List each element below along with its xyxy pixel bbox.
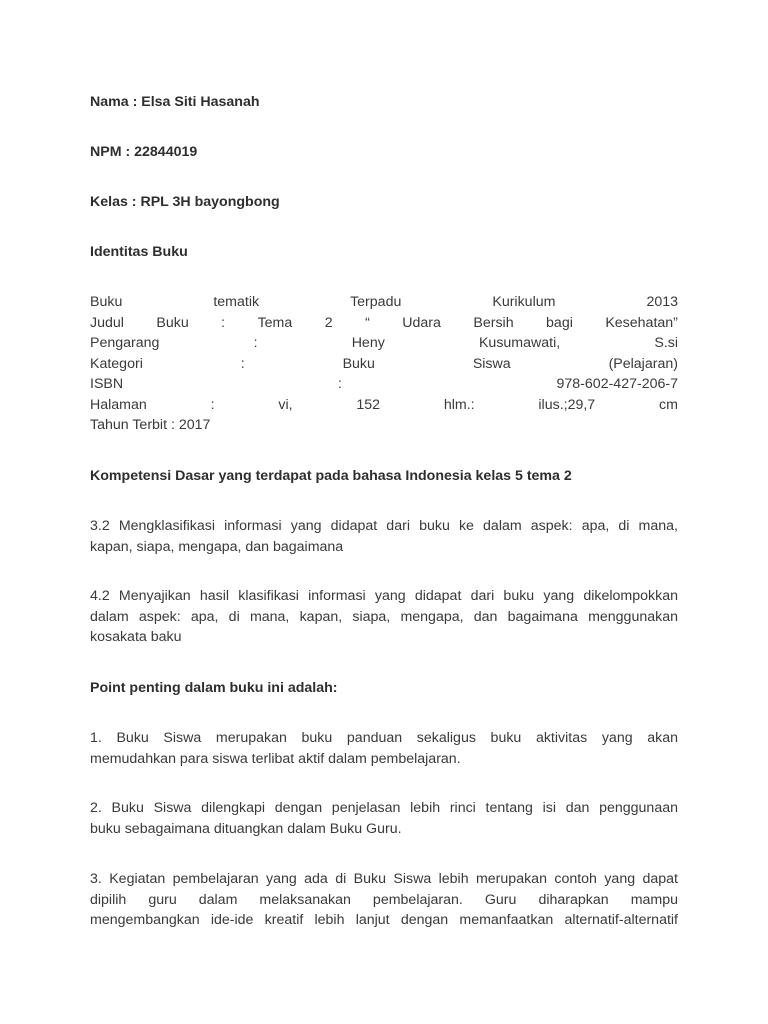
identity-word: Terpadu	[350, 294, 402, 310]
identity-word: S.si	[654, 335, 678, 351]
identity-word: Buku	[342, 356, 375, 372]
identity-word: Udara	[402, 315, 441, 331]
section-heading-point: Point penting dalam buku ini adalah:	[90, 680, 338, 696]
identity-word: Bersih	[473, 315, 514, 331]
point-1-line: 1. Buku Siswa merupakan buku panduan sekaligus buku aktivitas yang akan	[90, 730, 678, 746]
student-npm: NPM : 22844019	[90, 144, 198, 160]
identity-word: Heny	[351, 335, 385, 351]
identity-word: Judul	[90, 315, 124, 331]
identity-word: Tema	[257, 315, 293, 331]
kd-4-2-line: dalam aspek: apa, di mana, kapan, siapa, mengapa, dan bagaimana menggunakan	[90, 609, 678, 625]
point-3-line: mengembangkan ide-ide kreatif lebih lanjut dengan memanfaatkan alternatif-alternatif	[90, 912, 678, 928]
identity-row-pengarang	[90, 333, 678, 353]
section-heading-identitas: Identitas Buku	[90, 244, 188, 260]
identity-word: vi,	[278, 397, 293, 413]
student-name: Nama : Elsa Siti Hasanah	[90, 94, 260, 110]
identity-word: ilus.;29,7	[538, 397, 596, 413]
identity-word: :	[240, 356, 245, 372]
identity-word: 978-602-427-206-7	[556, 376, 678, 392]
identity-word: Buku	[156, 315, 189, 331]
kd-3-2-line: 3.2 Mengklasifikasi informasi yang didapat dari buku ke dalam aspek: apa, di mana,	[90, 518, 678, 534]
identity-word: Kusumawati,	[478, 335, 561, 351]
identity-word: :	[210, 397, 215, 413]
identity-word: Kategori	[90, 356, 143, 372]
identity-word: Siswa	[472, 356, 511, 372]
identity-word: Pengarang	[90, 335, 160, 351]
point-2-line: 2. Buku Siswa dilengkapi dengan penjelasan lebih rinci tentang isi dan penggunaan	[90, 800, 678, 816]
identity-word: tematik	[213, 294, 260, 310]
identity-word: 2	[324, 315, 333, 331]
point-3-line: dipilih guru dalam melaksanakan pembelajaran. Guru diharapkan mampu	[90, 892, 678, 908]
identity-word: Halaman	[90, 397, 147, 413]
identity-row-isbn	[90, 374, 678, 394]
identity-word: Buku	[90, 294, 123, 310]
point-3-line: 3. Kegiatan pembelajaran yang ada di Buku Siswa lebih merupakan contoh yang dapat	[90, 871, 678, 887]
identity-row-judul	[90, 313, 678, 333]
identity-word: (Pelajaran)	[608, 356, 678, 372]
identity-word: Kurikulum	[492, 294, 556, 310]
kd-4-2-line: 4.2 Menyajikan hasil klasifikasi informasi yang didapat dari buku yang dikelompokkan	[90, 588, 678, 604]
identity-word: Kesehatan”	[605, 315, 678, 331]
identity-row-tahun: Tahun Terbit : 2017	[90, 417, 211, 433]
identity-word: :	[221, 315, 226, 331]
identity-word: cm	[659, 397, 678, 413]
identity-word: bagi	[546, 315, 573, 331]
point-1-line: memudahkan para siswa terlibat aktif dalam pembelajaran.	[90, 751, 461, 767]
identity-word: “	[365, 315, 370, 331]
identity-word: :	[337, 376, 342, 392]
point-2-line: buku sebagaimana dituangkan dalam Buku Guru.	[90, 821, 402, 837]
identity-row-halaman	[90, 395, 678, 415]
identity-row-buku	[90, 292, 678, 312]
kd-3-2-line: kapan, siapa, mengapa, dan bagaimana	[90, 539, 344, 555]
identity-word: 2013	[646, 294, 678, 310]
kd-4-2-line: kosakata baku	[90, 629, 182, 645]
identity-word: hlm.:	[443, 397, 475, 413]
student-class: Kelas : RPL 3H bayongbong	[90, 194, 280, 210]
identity-word: 152	[356, 397, 381, 413]
section-heading-kompetensi: Kompetensi Dasar yang terdapat pada bahasa Indonesia kelas 5 tema 2	[90, 468, 572, 484]
identity-word: ISBN	[90, 376, 124, 392]
identity-row-kategori	[90, 354, 678, 374]
identity-word: :	[253, 335, 258, 351]
